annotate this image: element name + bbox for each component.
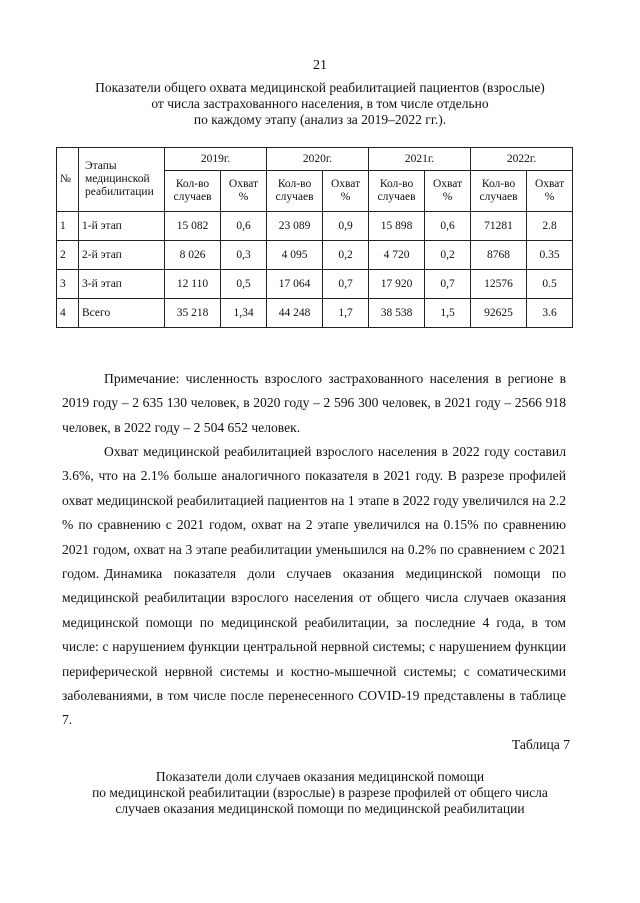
cell-coverage: 0,2 <box>323 241 369 270</box>
cell-coverage: 0,6 <box>425 212 471 241</box>
paragraph-text: Охват медицинской реабилитацией взрослого населения в 2022 году составил 3.6%, что на 2.1% больше аналогичного показателя в 2021 году. В разрезе профилей охват медицинской реабилитацией пациентов на 1 этапе в 2022 году увеличился на 2.2 % по сравнению с 2021 годом, охват на 2 этапе увеличился на 0.15% по сравнению 2021 годом, охват на 3 этапе реабилитации уменьшился на 0.2% по сравнением с 2021 годом. <box>62 444 566 582</box>
header-year: 2022г. <box>471 148 573 171</box>
header-count: Кол-во случаев <box>267 171 323 212</box>
header-count: Кол-во случаев <box>165 171 221 212</box>
header-year: 2019г. <box>165 148 267 171</box>
cell-count: 92625 <box>471 299 527 328</box>
cell-count: 12 110 <box>165 270 221 299</box>
cell-count: 17 064 <box>267 270 323 299</box>
cell-coverage: 0,2 <box>425 241 471 270</box>
title-line: Показатели общего охвата медицинской реабилитацией пациентов (взрослые) <box>95 80 545 95</box>
cell-count: 71281 <box>471 212 527 241</box>
cell-coverage: 0,6 <box>221 212 267 241</box>
cell-count: 38 538 <box>369 299 425 328</box>
row-num: 2 <box>57 241 79 270</box>
rehabilitation-coverage-table <box>56 147 573 328</box>
table-row <box>57 270 573 299</box>
row-num: 1 <box>57 212 79 241</box>
header-count: Кол-во случаев <box>471 171 527 212</box>
cell-coverage: 0,5 <box>221 270 267 299</box>
header-year: 2020г. <box>267 148 369 171</box>
cell-count: 35 218 <box>165 299 221 328</box>
cell-coverage: 0,3 <box>221 241 267 270</box>
header-year: 2021г. <box>369 148 471 171</box>
header-coverage: Охват % <box>527 171 573 212</box>
caption-line: случаев оказания медицинской помощи по медицинской реабилитации <box>115 801 525 816</box>
header-coverage: Охват % <box>425 171 471 212</box>
table-caption <box>60 769 580 817</box>
header-coverage: Охват % <box>221 171 267 212</box>
title-line: по каждому этапу (анализ за 2019–2022 гг.). <box>193 112 447 127</box>
cell-count: 8768 <box>471 241 527 270</box>
row-stage: Всего <box>79 299 165 328</box>
row-stage: 2-й этап <box>79 241 165 270</box>
table-row <box>57 212 573 241</box>
paragraph-text: Динамика показателя доли случаев оказания медицинской помощи по медицинской реабилитации взрослого населения от общего числа случаев оказания медицинской помощи по медицинской реабилитации, за последние 4 года, в том числе: с нарушением функции центральной нервной системы; с нарушением функции периферической нервной системы и костно-мышечной системы; с соматическими заболеваниями, в том числе после перенесенного COVID-19 представлены в таблице 7. <box>62 566 566 728</box>
caption-line: Показатели доли случаев оказания медицинской помощи <box>155 769 485 784</box>
note-paragraph <box>62 367 566 440</box>
cell-count: 15 082 <box>165 212 221 241</box>
cell-count: 23 089 <box>267 212 323 241</box>
cell-count: 44 248 <box>267 299 323 328</box>
header-count: Кол-во случаев <box>369 171 425 212</box>
row-stage: 1-й этап <box>79 212 165 241</box>
cell-coverage: 3.6 <box>527 299 573 328</box>
dynamics-paragraph <box>62 562 566 733</box>
cell-count: 4 720 <box>369 241 425 270</box>
cell-coverage: 1,5 <box>425 299 471 328</box>
cell-coverage: 1,34 <box>221 299 267 328</box>
cell-coverage: 0.5 <box>527 270 573 299</box>
title-line: от числа застрахованного населения, в том числе отдельно <box>151 96 489 111</box>
cell-coverage: 1,7 <box>323 299 369 328</box>
paragraph-text: Примечание: численность взрослого застрахованного населения в регионе в 2019 году – 2 635 130 человек, в 2020 году – 2 596 300 человек, в 2021 году – 2566 918 человек, в 2022 году – 2 504 652 человек. <box>62 371 566 435</box>
caption-line: по медицинской реабилитации (взрослые) в разрезе профилей от общего числа <box>92 785 548 800</box>
page-number: 21 <box>313 58 327 73</box>
cell-coverage: 0.35 <box>527 241 573 270</box>
cell-coverage: 0,7 <box>323 270 369 299</box>
cell-count: 8 026 <box>165 241 221 270</box>
cell-coverage: 0,7 <box>425 270 471 299</box>
table-label: Таблица 7 <box>511 737 570 752</box>
row-num: 3 <box>57 270 79 299</box>
row-stage: 3-й этап <box>79 270 165 299</box>
table-row <box>57 299 573 328</box>
header-coverage: Охват % <box>323 171 369 212</box>
cell-coverage: 2.8 <box>527 212 573 241</box>
table-row <box>57 241 573 270</box>
cell-count: 17 920 <box>369 270 425 299</box>
header-num: № <box>57 148 79 212</box>
cell-count: 15 898 <box>369 212 425 241</box>
row-num: 4 <box>57 299 79 328</box>
cell-count: 12576 <box>471 270 527 299</box>
cell-count: 4 095 <box>267 241 323 270</box>
cell-coverage: 0,9 <box>323 212 369 241</box>
header-stage: Этапы медицинской реабилитации <box>79 148 165 212</box>
table-title <box>60 80 580 128</box>
